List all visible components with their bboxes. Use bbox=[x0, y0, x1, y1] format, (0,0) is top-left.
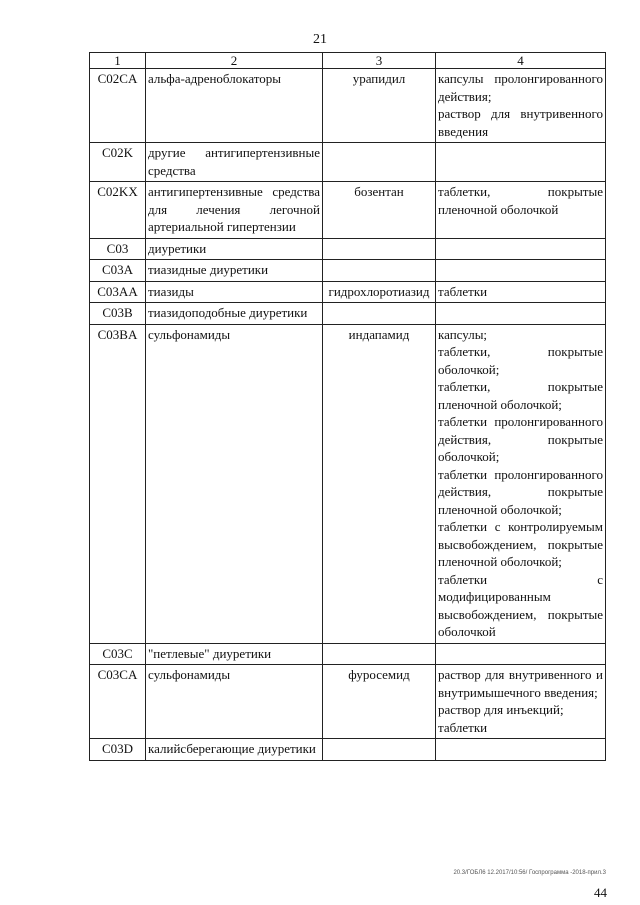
drug-name-cell: индапамид bbox=[323, 324, 436, 643]
dosage-forms-cell bbox=[436, 238, 606, 260]
dosage-form: капсулы пролонгированного действия; bbox=[438, 71, 603, 104]
table-row bbox=[90, 303, 606, 325]
drug-name-cell: фуросемид bbox=[323, 665, 436, 739]
table-row bbox=[90, 238, 606, 260]
drug-name-cell bbox=[323, 643, 436, 665]
column-header: 4 bbox=[436, 53, 606, 69]
dosage-form: капсулы; bbox=[438, 326, 488, 342]
table-row bbox=[90, 260, 606, 282]
header-row bbox=[90, 53, 606, 69]
drug-name-cell bbox=[323, 238, 436, 260]
group-name-cell: другие антигипертензивные средства bbox=[146, 143, 323, 182]
dosage-forms-cell bbox=[436, 182, 606, 239]
group-name-cell: "петлевые" диуретики bbox=[146, 643, 323, 665]
group-name-cell: антигипертензивные средства для лечения легочной артериальной гипертензии bbox=[146, 182, 323, 239]
table-row bbox=[90, 281, 606, 303]
group-name-cell: диуретики bbox=[146, 238, 323, 260]
dosage-form: раствор для внутривенного и внутримышечного введения; bbox=[438, 667, 603, 700]
dosage-forms-cell bbox=[436, 69, 606, 143]
dosage-form: таблетки, покрытые пленочной оболочкой; bbox=[438, 379, 603, 412]
column-header: 3 bbox=[323, 53, 436, 69]
group-name-cell: тиазидоподобные диуретики bbox=[146, 303, 323, 325]
dosage-form: таблетки пролонгированного действия, покрытые пленочной оболочкой; bbox=[438, 466, 603, 517]
dosage-forms-cell bbox=[436, 281, 606, 303]
dosage-form: таблетки bbox=[438, 283, 488, 299]
drug-name-cell bbox=[323, 303, 436, 325]
drug-name-cell bbox=[323, 143, 436, 182]
dosage-form: таблетки пролонгированного действия, покрытые оболочкой; bbox=[438, 414, 603, 464]
dosage-forms-cell bbox=[436, 739, 606, 761]
dosage-forms-cell bbox=[436, 643, 606, 665]
drug-name-cell: урапидил bbox=[323, 69, 436, 143]
atc-code-cell: C03 bbox=[90, 238, 146, 260]
atc-code-cell: C03B bbox=[90, 303, 146, 325]
table-row bbox=[90, 643, 606, 665]
table-row bbox=[90, 324, 606, 643]
group-name-cell: калийсберегающие диуретики bbox=[146, 739, 323, 761]
dosage-forms-cell bbox=[436, 260, 606, 282]
group-name-cell: тиазидные диуретики bbox=[146, 260, 323, 282]
footer-stamp: 20.3/ГОБЛ6 12.2017/10:56/ Госпрограмма -2018-прил.3 bbox=[453, 870, 606, 876]
group-name-cell: сульфонамиды bbox=[146, 324, 323, 643]
column-header: 2 bbox=[146, 53, 323, 69]
atc-code-cell: C02KX bbox=[90, 182, 146, 239]
atc-code-cell: C03AA bbox=[90, 281, 146, 303]
dosage-forms-cell bbox=[436, 324, 606, 643]
dosage-form: таблетки с модифицированным высвобождением, покрытые оболочкой bbox=[438, 571, 603, 639]
atc-code-cell: C02K bbox=[90, 143, 146, 182]
dosage-form: таблетки с контролируемым высвобождением, покрытые пленочной оболочкой; bbox=[438, 519, 603, 569]
dosage-form: раствор для инъекций; bbox=[438, 702, 564, 717]
table-row bbox=[90, 69, 606, 143]
dosage-form: таблетки, покрытые пленочной оболочкой bbox=[438, 184, 603, 217]
drug-name-cell bbox=[323, 260, 436, 282]
dosage-form: раствор для внутривенного введения bbox=[438, 106, 603, 139]
corner-number: 44 bbox=[594, 885, 607, 900]
dosage-form: таблетки bbox=[438, 719, 488, 735]
table-row bbox=[90, 143, 606, 182]
atc-code-cell: C02CA bbox=[90, 69, 146, 143]
group-name-cell: тиазиды bbox=[146, 281, 323, 303]
group-name-cell: сульфонамиды bbox=[146, 665, 323, 739]
dosage-form: таблетки, покрытые оболочкой; bbox=[438, 344, 603, 377]
group-name-cell: альфа-адреноблокаторы bbox=[146, 69, 323, 143]
column-header: 1 bbox=[90, 53, 146, 69]
table-row bbox=[90, 665, 606, 739]
drug-name-cell: бозентан bbox=[323, 182, 436, 239]
dosage-forms-cell bbox=[436, 303, 606, 325]
table-row bbox=[90, 739, 606, 761]
atc-code-cell: C03BA bbox=[90, 324, 146, 643]
table-row bbox=[90, 182, 606, 239]
dosage-forms-cell bbox=[436, 665, 606, 739]
atc-code-cell: C03C bbox=[90, 643, 146, 665]
drug-name-cell: гидрохлоротиазид bbox=[323, 281, 436, 303]
drug-name-cell bbox=[323, 739, 436, 761]
atc-code-cell: C03CA bbox=[90, 665, 146, 739]
page-number: 21 bbox=[313, 32, 327, 47]
drug-table bbox=[89, 52, 606, 761]
atc-code-cell: C03A bbox=[90, 260, 146, 282]
atc-code-cell: C03D bbox=[90, 739, 146, 761]
dosage-forms-cell bbox=[436, 143, 606, 182]
